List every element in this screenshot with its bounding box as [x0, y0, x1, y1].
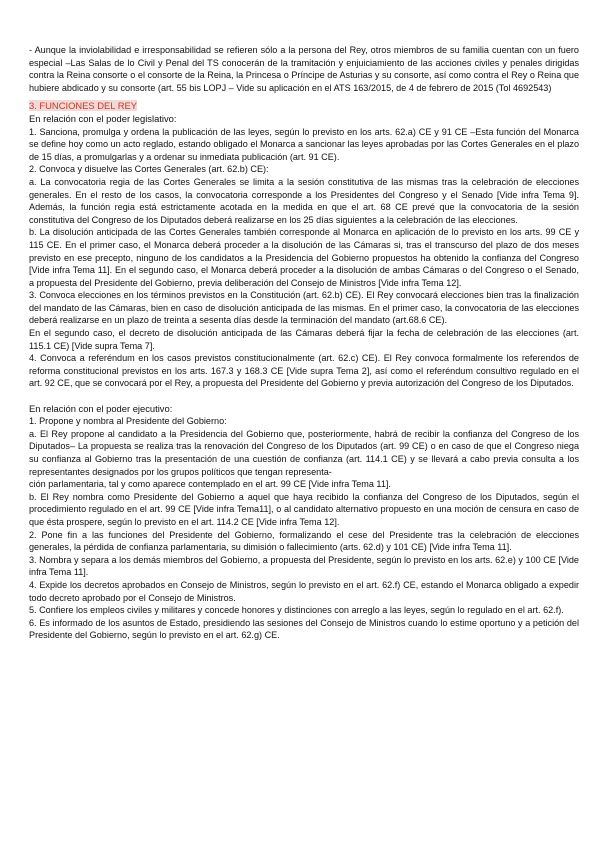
legislative-item: 4. Convoca a referéndum en los casos previstos constitucionalmente (art. 62.c) CE). El Rey convoca formalmente los referendos de reforma constitucional previstos en los arts. 167.3 y 168.3 CE [Vide supra Tema 2], así como el referéndum consultivo regulado en el art. 92 CE, que se convocará por el Rey, a propuesta del Presidente del Gobierno y previa autorización del Congreso de los Diputados. — [29, 353, 579, 389]
executive-item: 1. Propone y nombra al Presidente del Gobierno: — [29, 416, 227, 427]
executive-heading: En relación con el poder ejecutivo: — [29, 402, 173, 414]
legislative-heading: En relación con el poder legislativo: — [29, 112, 177, 124]
legislative-item: En el segundo caso, el decreto de disolución anticipada de las Cámaras deberá fijar la fecha de celebración de las elecciones (art. 115.1 CE) [Vide supra Tema 7]. — [29, 328, 579, 351]
section-title — [29, 100, 579, 113]
legislative-item: 3. Convoca elecciones en los términos previstos en la Constitución (art. 62.b) CE). El Rey convocará elecciones bien tras la finalización del mandato de las Cámaras, bien en caso de disolución anticipada de las mismas. En el primer caso, la convocatoria de las elecciones deberá realizarse en un plazo de treinta a sesenta días desde la terminación del mandato (art.68.6 CE). — [29, 290, 579, 326]
paragraph-spacer — [29, 390, 579, 403]
executive-item: 4. Expide los decretos aprobados en Consejo de Ministros, según lo previsto en el art. 62.f) CE, estando el Monarca obligado a expedir todo decreto aprobado por el Consejo de Ministros. — [29, 579, 579, 603]
executive-item: 5. Confiere los empleos civiles y militares y concede honores y distinciones con arreglo a las leyes, según lo regulado en el art. 62.f). — [29, 605, 564, 616]
document-page — [29, 44, 579, 642]
legislative-item: a. La convocatoria regia de las Cortes Generales se limita a la sesión constitutiva de las mismas tras la celebración de elecciones generales. En el resto de los casos, la convocatoria corresponde a los Presidentes del Congreso y el Senado [Vide infra Tema 9]. Además, la función regia está estrictamente acotada en la medida en que el art. 68 CE prevé que la convocatoria de la sesión constitutiva del Congreso de los Diputados deberá realizarse en los 25 días siguientes a la celebración de las elecciones. — [29, 176, 579, 225]
executive-item: 3. Nombra y separa a los demás miembros del Gobierno, a propuesta del Presidente, según lo previsto en los arts. 62.e) y 100 CE [Vide infra Tema 11]. — [29, 554, 579, 578]
intro-paragraph: - Aunque la inviolabilidad e irresponsabilidad se refieren sólo a la persona del Rey, otros miembros de su familia cuentan con un fuero especial –Las Salas de lo Civil y Penal del TS conocerán de la tramitación y enjuiciamiento de las acciones civiles y penales dirigidas contra la Reina consorte o el consorte de la Reina, la Princesa o Príncipe de Asturias y su consorte, así como contra el Rey o Reina que hubiere abdicado y su consorte (art. 55 bis LOPJ – Vide su aplicación en el ATS 163/2015, de 4 de febrero de 2015 (Tol 4692543) — [29, 45, 579, 93]
legislative-item: 1. Sanciona, promulga y ordena la publicación de las leyes, según lo previsto en los arts. 62.a) CE y 91 CE –Esta función del Monarca se define hoy como un acto reglado, estando obligado el Monarca a sancionar las leyes aprobadas por las Cortes Generales en el plazo de 15 días, a promulgarlas y a ordenar su inmediata publicación (art. 91 CE). — [29, 126, 579, 162]
legislative-item: b. La disolución anticipada de las Cortes Generales también corresponde al Monarca en aplicación de lo previsto en los arts. 99 CE y 115 CE. En el primer caso, el Monarca deberá proceder a la disolución de las Cámaras si, tras el transcurso del plazo de dos meses previsto en ese precepto, ninguno de los candidatos a la Presidencia del Gobierno propuestos ha obtenido la confianza del Congreso [Vide infra Tema 11]. En el segundo caso, el Monarca deberá proceder a la disolución de ambas Cámaras o del Congreso o el Senado, a propuesta del Presidente del Gobierno, previa deliberación del Consejo de Ministros [Vide infra Tema 12]. — [29, 227, 579, 288]
executive-item: 6. Es informado de los asuntos de Estado, presidiendo las sesiones del Consejo de Ministros cuando lo estime oportuno y a petición del Presidente del Gobierno, según lo previsto en el art. 62.g) CE. — [29, 617, 579, 641]
executive-item: ción parlamentaria, tal y como aparece contemplado en el art. 99 CE [Vide infra Tema 11]. — [29, 479, 391, 490]
legislative-item: 2. Convoca y disuelve las Cortes Generales (art. 62.b) CE): — [29, 164, 269, 175]
executive-item: a. El Rey propone al candidato a la Presidencia del Gobierno que, posteriormente, habrá de recibir la confianza del Congreso de los Diputados– La propuesta se realiza tras la renovación del Congreso de los Diputados (art. 99 CE) o en caso de que el Congreso niega su confianza al Gobierno tras la presentación de una cuestión de confianza (art. 114.1 CE) y se llevará a cabo previa consulta a los representantes designados por los grupos políticos que tengan representa- — [29, 428, 579, 477]
section-title-text: 3. FUNCIONES DEL REY — [29, 100, 138, 112]
executive-item: 2. Pone fin a las funciones del Presidente del Gobierno, formalizando el cese del Presidente tras la celebración de elecciones generales, la pérdida de confianza parlamentaria, su dimisión o fallecimiento (arts. 62.d) y 101 CE) [Vide infra Tema 11]. — [29, 529, 579, 553]
executive-item: b. El Rey nombra como Presidente del Gobierno a aquel que haya recibido la confianza del Congreso de los Diputados, según el procedimiento regulado en el art. 99 CE [Vide infra Tema11], o al candidato alternativo propuesto en una moción de censura en caso de que ésta prospere, según lo previsto en el art. 114.2 CE [Vide infra Tema 12]. — [29, 491, 579, 527]
